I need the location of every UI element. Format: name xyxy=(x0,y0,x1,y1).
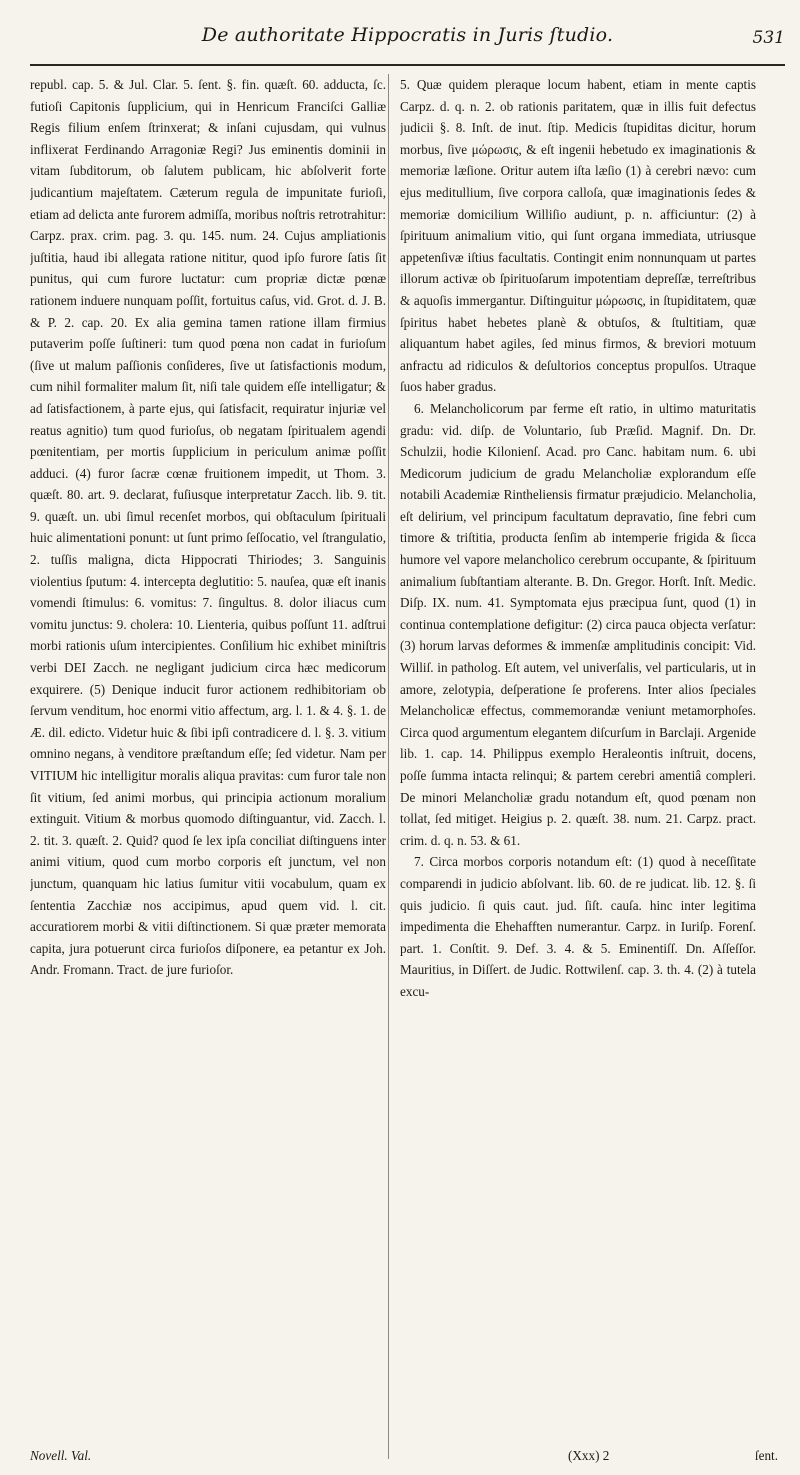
catchword-left: Novell. Val. xyxy=(30,1448,92,1463)
right-paragraph-6: 6. Melancholicorum par ferme eſt ratio, in ultimo maturitatis gradu: vid. diſp. de Voluntario, ſub Præſid. Magnif. Dn. Dr. Schulzii, hodie Kilonienſ. Acad. pro Canc. habitam num. 6. ubi Medicorum judicium de gradu Melancholiæ explorandum eſſe notabili Academiæ Rintheliensis firmatur præjudicio. Melancholia, eſt delirium, vel principum facultatum depravatio, ſine febri cum timore & triſtitia, producta ſenſim ab intemperie frigida & ſicca humore vel vapore melancholico cerebrum occupante, & ſpirituum animalium ſubſtantiam alterante. B. Dn. Gregor. Horſt. Inſt. Medic. Diſp. IX. num. 41. Symptomata ejus præcipua ſunt, quod (1) in continua contemplatione defigitur: (2) circa pauca objecta verſatur: (3) horum larvas deformes & immenſæ amplitudinis concipit: Vid. Williſ. in patholog. Eſt autem, vel univerſalis, vel particularis, ut in amore, zelotypia, deſperatione ſe proferens. Inter alios ſpeciales Melancholicæ effectus, commemorandæ veniunt metamorphoſes. Circa quod argumentum elegantem diſcurſum in Barclaji. Argenide lib. 1. cap. 14. Philippus exemplo Heraleontis inſtruit, docens, poſſe ſumma intacta relinqui; & partem cerebri amentiâ compleri. De minori Melancholiæ gradu notandum eſt, quod pœnam non tollat, ſed mitiget. Heigius p. 2. quæſt. 38. num. 21. Carpz. pract. crim. d. q. n. 53. & 61. xyxy=(400,400,756,848)
left-paragraph: republ. cap. 5. & Jul. Clar. 5. ſent. §. fin. quæſt. 60. adducta, ſc. futioſi Capitonis ſupplicium, qui in Henricum Franciſci Galliæ Regis filium enſem ſtrinxerat; & inſani cujusdam, qui vulnus inflixerat Ferdinando Arragoniæ Regi? Jus eminentis dominii in vitam ſubditorum, ob ſalutem publicam, hic abſolverit forte judicantium majeſtatem. Cæterum regula de impunitate furioſi, etiam ad delicta ante furorem admiſſa, moribus noſtris retrotrahitur: Carpz. prax. crim. pag. 3. qu. 145. num. 24. Cujus ampliationis juſtitia, haud ibi allegata ratione nititur, quod ipſo furore ſatis ſit punitus, qui cum furore luctatur: cum propriæ dictæ pœnæ rationem induere nunquam poſſit, fortuitus caſus, vid. Grot. d. J. B. & P. 2. cap. 20. Ex alia gemina tamen ratione illam firmius putaverim poſſe ſuſtineri: tum quod pœna non cadat in furioſum (ſive ut malum paſſionis conſideres, ſive ut ſatisfactionis modum, cum nihil formaliter malum ſit, niſi tale quidem eſſe intelligatur; & ad ſatisfactionem, à parte ejus, qui ſatisfacit, requiratur injuriæ vel reatus agnitio) tum quod furioſus, ob negatam ſpiritualem agendi pœnitentiam, per mortis ſupplicium in periculum animæ poſſit adduci. (4) furor ſacræ cœnæ fruitionem impedit, ut Thom. 3. quæſt. 80. art. 9. declarat, fuſiusque interpretatur Zacch. lib. 9. tit. 9. quæſt. un. ubi ſimul recenſet morbos, qui obſtaculum ſpirituali huic alimentationi ponunt: ut ſunt primo ſeſſocatio, vel ſtrangulatio, 2. tuſſis maligna, dicta Hippocrati Thiriodes; 3. Sanguinis violentius ſputum: 4. intercepta deglutitio: 5. nauſea, quæ eſt inanis vomendi ſtimulus: 6. vomitus: 7. ſingultus. 8. dolor iliacus cum vomitu junctus: 9. cholera: 10. Lienteria, quibus poſſunt 11. adſtrui morbi rationis uſum intercipientes. Conſilium hic exhibet miniſtris verbi DEI Zacch. ne negligant judicium circa hæc medicorum exquirere. (5) Denique inducit furor actionem redhibitoriam ob ſervum venditum, hoc enormi vitio affectum, arg. l. 1. & 4. §. 1. de Æ. dil. edicto. Videtur huic & ſibi ipſi contradicere d. l. §. 3. vitium omnino negans, à venditore præſtandum eſſe; ſed videtur. Nam per VITIUM hic intelligitur moralis aliqua pravitas: cum furor tale non ſit vitium, ſed animi morbus, qui principia actionum moralium extinguit. Vitium & morbus quomodo diſtinguantur, vid. Zacch. l. 2. tit. 3. quæſt. 2. Quid? quod ſe lex ipſa conciliat diſtinguens inter animi vitium, quod cum morbo corporis eſt junctum, vel non junctum, quanquam hic latius ſumitur vitii vocabulum, quam ex ſententia Zacchiæ nos accipimus, apud quem vid. l. cit. accuratiorem morbi & vitii diſtinctionem. Si quæ præter memorata capita, jura potuerunt circa furioſos diſponere, ea petantur ex Joh. Andr. Fromann. Tract. de jure furioſor. xyxy=(30,77,386,978)
page-header xyxy=(30,18,785,66)
right-paragraph-5: 5. Quæ quidem pleraque locum habent, etiam in mente captis Carpz. d. q. n. 2. ob rationis paritatem, quæ in illis fuit defectus judicii §. 8. Inſt. de inut. ſtip. Medicis ſtupiditas dicitur, horum morbus, ſive μώρωσις, & eſt ingenii hebetudo ex imaginationis & memoriæ læſione. Oritur autem iſta læſio (1) à cerebri nævo: cum ejus meditullium, ſive corpora calloſa, quæ imaginationis ſedes & memoriæ domicilium Williſio audiunt, p. n. afficiuntur: (2) à ſpirituum animalium vitio, qui ſunt organa immediata, utriusque appetenſivæ iſtius facultatis. Contingit enim nonnunquam ut partes illorum activæ ob ſpirituoſarum impotentiam depreſſæ, terreſtribus & aquoſis immergantur. Diſtinguitur μώρωσις, in ſtupiditatem, quæ ſpiritus habet hebetes planè & obtuſos, & ſtultitiam, quæ aliquantum habet agiles, ſed minus firmos, & breviori motuum anfractu ad ridiculos & deſultorios conceptus propulſos. Utraque ſuos haber gradus. xyxy=(400,77,756,395)
right-paragraph-7: 7. Circa morbos corporis notandum eſt: (1) quod à neceſſitate comparendi in judicio abſolvant. lib. 60. de re judicat. lib. 12. §. ſi quis judicio. ſi quis caut. jud. ſiſt. cauſa. hinc inter legitima impedimenta die Ehehafften numerantur. Carpz. in Iuriſp. Forenſ. part. 1. Conſtit. 9. Def. 3. 4. & 5. Eminentiſſ. Dn. Aſſeſſor. Mauritius, in Diſſert. de Judic. Rottwilenſ. cap. 3. th. 4. (2) à tutela excu- xyxy=(400,854,756,999)
running-title: De authoritate Hippocratis in Juris ſtudio. xyxy=(201,24,614,46)
signature-mark: (Xxx) 2 xyxy=(568,1448,610,1463)
column-divider xyxy=(388,74,389,1459)
left-column xyxy=(30,74,386,1464)
catchword-right: ſent. xyxy=(754,1448,778,1463)
page-number: 531 xyxy=(752,28,785,48)
right-column xyxy=(400,74,756,1464)
